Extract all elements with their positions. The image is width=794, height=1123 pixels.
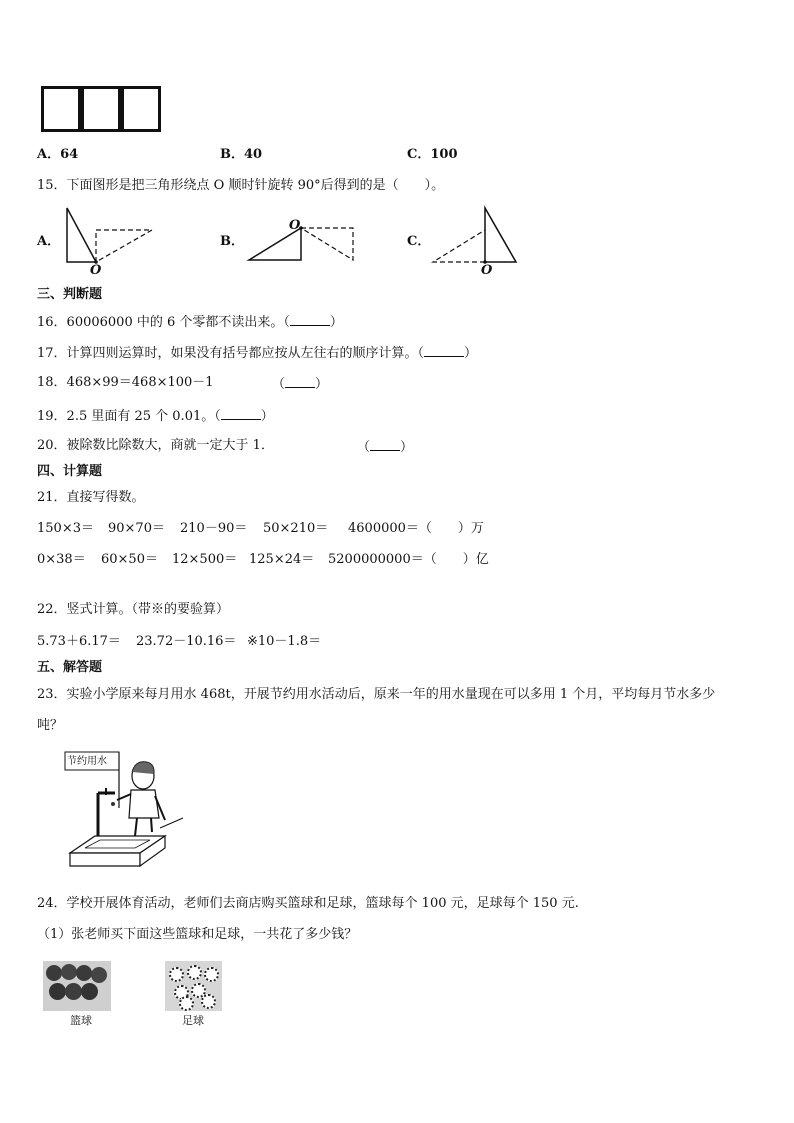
q19-answer-blank[interactable] — [221, 407, 261, 420]
q22-item-2: 23.72－10.16＝ — [136, 634, 237, 649]
q20-text: 20．被除数比除数大，商就一定大于 1． — [37, 438, 274, 453]
q19-close: ） — [260, 409, 274, 424]
q15-a-point-label: O — [90, 263, 102, 278]
q18-open: （ — [272, 377, 286, 392]
q17-close: ） — [464, 346, 478, 361]
q21-row1-item-4: 50×210＝ — [263, 521, 329, 536]
q21-row1-item-1: 150×3＝ — [37, 521, 94, 536]
q18-close: ） — [315, 377, 329, 392]
basketballs-image — [43, 961, 111, 1011]
q20-close: ） — [400, 440, 414, 455]
q15-c-point-label: O — [481, 263, 493, 278]
q16 — [37, 313, 343, 331]
q21-row2-item-1: 0×38＝ — [37, 552, 86, 567]
q20-open: （ — [357, 440, 371, 455]
q21-row1-item-3: 210－90＝ — [180, 521, 248, 536]
basketball-icon — [91, 967, 107, 983]
section-calculation-title: 四、计算题 — [37, 464, 103, 479]
q16-close: ） — [329, 315, 343, 330]
football-icon — [169, 967, 184, 982]
basketball-icon — [61, 964, 77, 980]
q17 — [37, 344, 477, 362]
q20-answer — [357, 438, 413, 456]
q21-stem: 21．直接写得数。 — [37, 490, 145, 505]
q14-option-b: B．40 — [220, 147, 263, 162]
basketball-label: 篮球 — [70, 1014, 92, 1027]
q14-option-a: A．64 — [37, 147, 79, 162]
q16-text: 16．60006000 中的 6 个零都不读出来。（ — [37, 315, 290, 330]
basketball-icon — [65, 983, 82, 1000]
square-1 — [41, 86, 81, 132]
football-icon — [201, 994, 216, 1009]
q18-text: 18．468×99＝468×100－1 — [37, 375, 214, 390]
q21-row2-item-3: 12×500＝ — [172, 552, 238, 567]
q20-answer-blank[interactable] — [370, 438, 400, 451]
q15-b-point-label: O — [289, 218, 301, 233]
q21-row1-item-5: 4600000＝（ ）万 — [348, 521, 484, 536]
q18-answer — [272, 375, 328, 393]
q15-option-c: C． — [407, 234, 431, 249]
q15-figure-c — [430, 205, 525, 270]
q17-text: 17．计算四则运算时，如果没有括号都应按从左往右的顺序计算。（ — [37, 346, 425, 361]
water-saving-sign: 节约用水 — [67, 756, 107, 767]
section-judgement-title: 三、判断题 — [37, 287, 103, 302]
q15-figure-a — [60, 205, 160, 275]
q15-stem: 15．下面图形是把三角形绕点 O 顺时针旋转 90°后得到的是（ ）。 — [37, 178, 445, 193]
square-2 — [81, 86, 121, 132]
q15-option-a: A． — [37, 234, 61, 249]
q24-stem: 24．学校开展体育活动，老师们去商店购买篮球和足球，篮球每个 100 元，足球每个 150 元. — [37, 896, 579, 911]
q19-text: 19．2.5 里面有 25 个 0.01。（ — [37, 409, 221, 424]
q14-option-c: C．100 — [407, 147, 458, 162]
basketball-icon — [76, 965, 92, 981]
q23-line2: 吨？ — [37, 718, 64, 733]
basketball-icon — [49, 983, 66, 1000]
football-icon — [187, 965, 202, 980]
q21-row2-item-4: 125×24＝ — [249, 552, 315, 567]
footballs-image — [165, 961, 222, 1011]
square-3 — [121, 86, 161, 132]
q17-answer-blank[interactable] — [424, 344, 464, 357]
q23-line1: 23．实验小学原来每月用水 468t，开展节约用水活动后，原来一年的用水量现在可以多用 1 个月，平均每月节水多少 — [37, 687, 716, 702]
football-icon — [204, 967, 219, 982]
q21-row2-item-2: 60×50＝ — [101, 552, 158, 567]
football-label: 足球 — [182, 1014, 204, 1027]
football-icon — [179, 996, 194, 1011]
q22-item-3: ※10－1.8＝ — [247, 634, 322, 649]
q22-stem: 22．竖式计算。（带※的要验算） — [37, 602, 230, 617]
q16-answer-blank[interactable] — [290, 313, 330, 326]
q18-answer-blank[interactable] — [285, 375, 315, 388]
section-solve-title: 五、解答题 — [37, 660, 103, 675]
q15-option-b: B． — [220, 234, 244, 249]
q21-row1-item-2: 90×70＝ — [108, 521, 165, 536]
q21-row2-item-5: 5200000000＝（ ）亿 — [328, 552, 489, 567]
q24-sub1: （1）张老师买下面这些篮球和足球，一共花了多少钱？ — [37, 927, 358, 942]
q15-figure-b — [245, 218, 360, 268]
basketball-icon — [81, 983, 98, 1000]
q19 — [37, 407, 274, 425]
q22-item-1: 5.73＋6.17＝ — [37, 634, 121, 649]
basketball-icon — [46, 965, 62, 981]
